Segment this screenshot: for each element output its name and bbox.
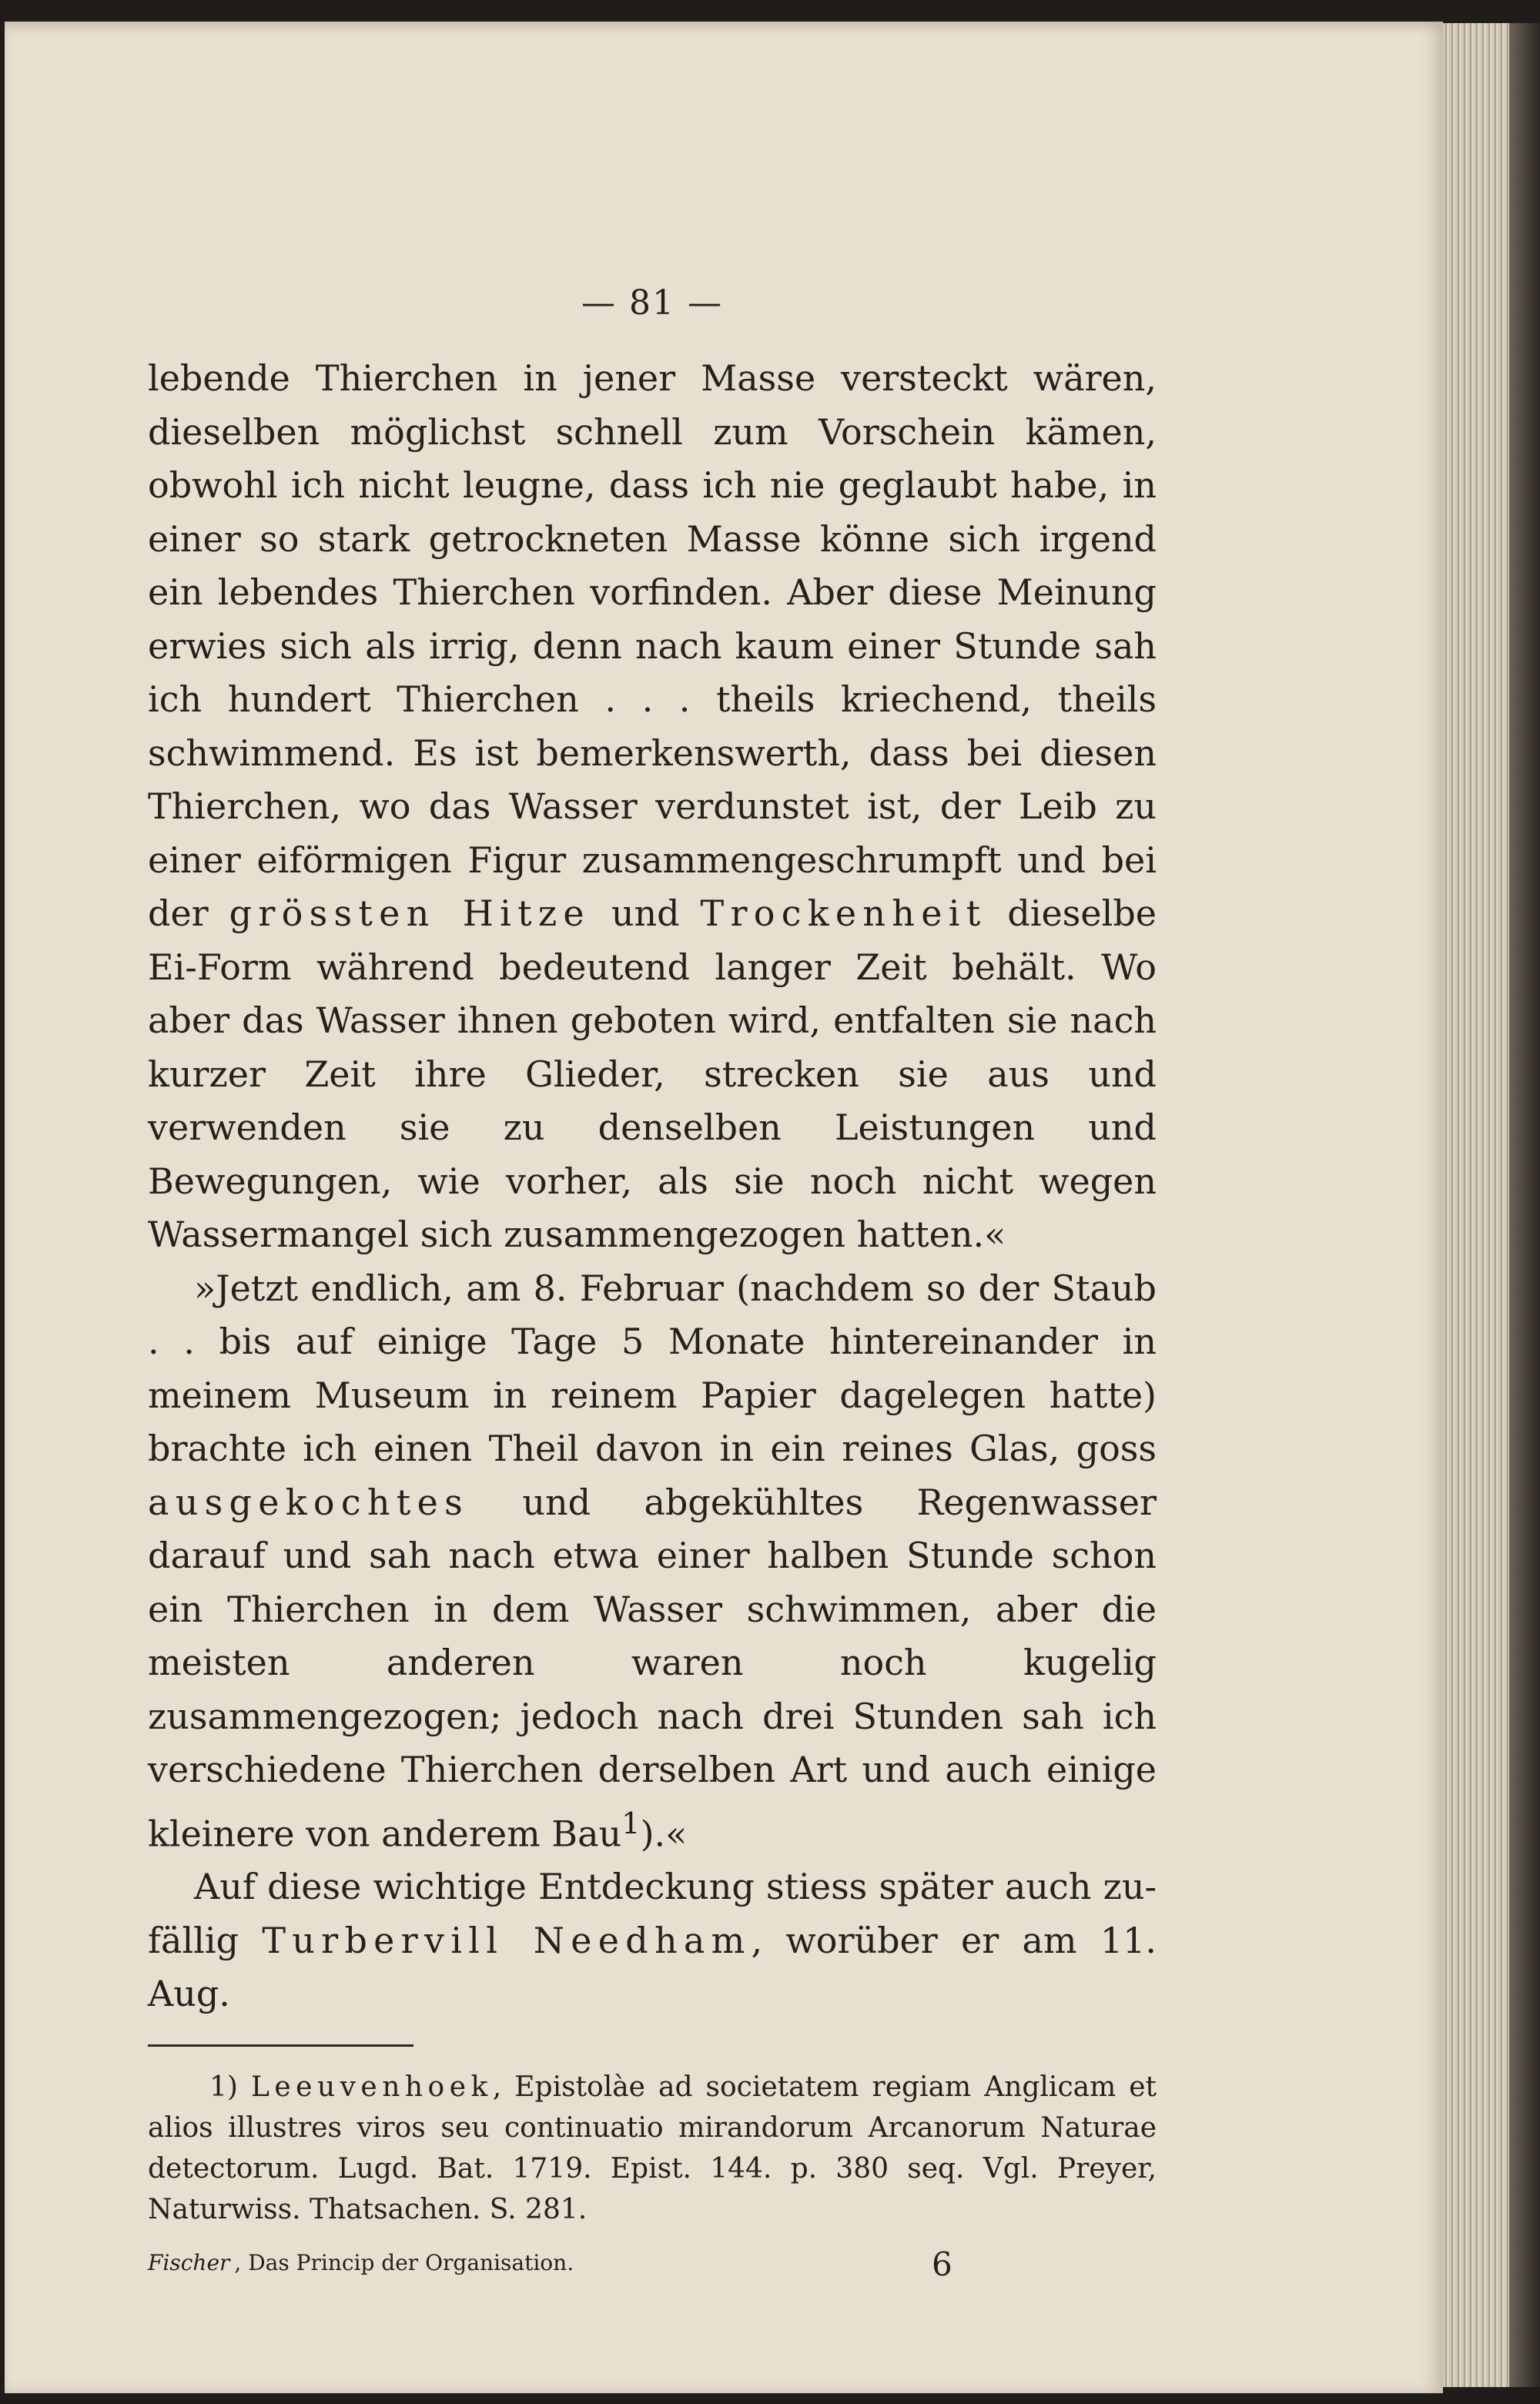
paragraph-1-text-a: lebende Thierchen in jener Masse versteckt wären, dieselben möglichst schnell zum Vorschein kämen, obwohl ich nicht leugne, dass ich nie geglaubt habe, in einer so stark getrockneten Masse könne sich irgend ein lebendes Thierchen vorfinden. Aber diese Meinung erwies sich als irrig, denn nach kaum einer Stunde sah ich hundert Thierchen . . . theils kriechend, theils schwimmend. Es ist bemerkenswerth, dass bei diesen Thierchen, wo das Wasser verdunstet ist, der Leib zu einer eiförmigen Figur zusammengeschrumpft und bei der <box>148 357 1157 934</box>
paragraph-2-text-b: und abgekühltes Regenwasser darauf und sah nach etwa einer halben Stunde schon ein Thierchen in dem Wasser schwimmen, aber die meisten anderen waren noch kugelig zusammengezogen; jedoch nach drei Stunden sah ich verschiedene Thierchen derselben Art und auch einige kleinere von anderem Bau <box>148 1481 1157 1854</box>
page-number: — 81 — <box>581 283 723 323</box>
paragraph-2-emphasis: ausgekochtes <box>148 1481 469 1523</box>
signature-line <box>148 2245 1157 2288</box>
footnote-text: , Epistolàe ad societatem regiam Anglicam et alios illustres viros seu continuatio mirandorum Arcanorum Naturae detectorum. Lugd. Bat. 1719. Epist. 144. p. 380 seq. Vgl. Preyer, Naturwiss. Thatsachen. S. 281. <box>148 2071 1157 2225</box>
paragraph-2 <box>148 1262 1157 1861</box>
page-edges <box>1443 23 1509 2387</box>
paragraph-1-text-b: und <box>590 892 701 934</box>
paragraph-3 <box>148 1860 1157 2021</box>
footnote-divider <box>148 2044 413 2047</box>
footnote-marker: 1) <box>209 2071 238 2103</box>
paragraph-3-text-b: , worüber er am 11. Aug. <box>148 1919 1157 2015</box>
signature-title: , Das Princip der Organisation. <box>234 2249 574 2275</box>
footnote <box>148 2067 1157 2230</box>
paragraph-1-emphasis-b: Trockenheit <box>700 892 987 934</box>
paragraph-1-emphasis-a: grössten Hitze <box>229 892 591 934</box>
footnote-reference: 1 <box>621 1806 641 1841</box>
binding-shadow <box>1509 23 1540 2387</box>
page-content <box>148 283 1157 2288</box>
paragraph-1 <box>148 352 1157 1262</box>
paragraph-2-text-c: ).« <box>640 1812 688 1854</box>
paragraph-3-emphasis: Turbervill Needham <box>262 1919 752 1961</box>
signature-number: 6 <box>932 2245 952 2283</box>
footnote-author: Leeuvenhoek <box>250 2071 493 2103</box>
paragraph-1-text-c: dieselbe Ei-Form während bedeutend langer Zeit behält. Wo aber das Wasser ihnen geboten wird, entfalten sie nach kurzer Zeit ihre Glieder, strecken sie aus und verwenden sie zu denselben Leistungen und Bewegungen, wie vorher, als sie noch nicht wegen Wassermangel sich zusammengezogen hatten.« <box>148 892 1157 1255</box>
paragraph-2-text-a: »Jetzt endlich, am 8. Februar (nachdem so der Staub . . bis auf einige Tage 5 Monate hintereinander in meinem Museum in reinem Papier dagelegen hatte) brachte ich einen Theil davon in ein reines Glas, goss <box>148 1267 1157 1469</box>
paragraph-3-text-a: Auf diese wichtige Entdeckung stiess später auch zufällig <box>148 1866 1157 1961</box>
book-page <box>5 22 1443 2393</box>
signature-author: Fischer <box>148 2249 230 2275</box>
